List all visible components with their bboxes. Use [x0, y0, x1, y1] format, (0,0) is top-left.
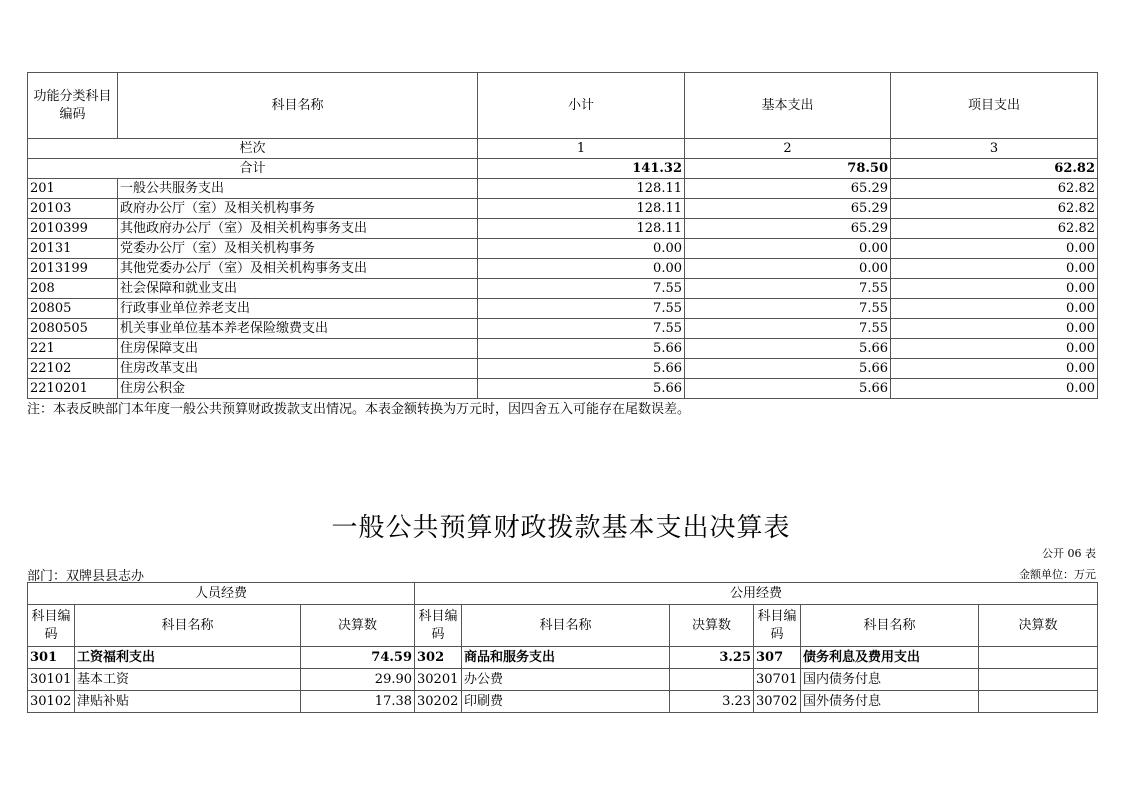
- row-g2-amount: [979, 647, 1098, 669]
- header-subtotal: 小计: [478, 73, 685, 139]
- row-subtotal: 128.11: [478, 219, 685, 239]
- row-p-name: 津贴补贴: [75, 691, 301, 713]
- table1-body: [28, 179, 1098, 399]
- row-p-amount: 29.90: [301, 669, 415, 691]
- row-project: 0.00: [891, 299, 1098, 319]
- amount-unit-label: 金额单位：万元: [1019, 568, 1096, 581]
- row-basic: 65.29: [685, 219, 891, 239]
- row-project: 0.00: [891, 279, 1098, 299]
- total-label: 合计: [28, 159, 478, 179]
- row-basic: 7.55: [685, 319, 891, 339]
- header-g1-code: 科目编码: [415, 605, 462, 647]
- row-g2-name: 债务利息及费用支出: [801, 647, 979, 669]
- row-g1-amount: 3.23: [670, 691, 754, 713]
- row-basic: 7.55: [685, 299, 891, 319]
- header-g2-name: 科目名称: [801, 605, 979, 647]
- row-basic: 5.66: [685, 339, 891, 359]
- header-g2-code: 科目编码: [754, 605, 801, 647]
- row-code: 20805: [28, 299, 118, 319]
- row-code: 2010399: [28, 219, 118, 239]
- column-header-row: [28, 605, 1098, 647]
- row-subtotal: 7.55: [478, 299, 685, 319]
- column-number-label: 栏次: [28, 139, 478, 159]
- group-public: 公用经费: [415, 583, 1098, 605]
- table-row: [28, 359, 1098, 379]
- row-subtotal: 0.00: [478, 259, 685, 279]
- row-p-name: 基本工资: [75, 669, 301, 691]
- row-code: 2080505: [28, 319, 118, 339]
- row-p-code: 30101: [28, 669, 75, 691]
- row-g1-amount: 3.25: [670, 647, 754, 669]
- row-name: 社会保障和就业支出: [118, 279, 478, 299]
- row-g2-amount: [979, 669, 1098, 691]
- row-g1-name: 印刷费: [462, 691, 670, 713]
- header-g2-amount: 决算数: [979, 605, 1098, 647]
- row-project: 0.00: [891, 379, 1098, 399]
- table-row: [28, 319, 1098, 339]
- row-g2-name: 国内债务付息: [801, 669, 979, 691]
- row-g1-code: 30201: [415, 669, 462, 691]
- row-p-code: 30102: [28, 691, 75, 713]
- row-g2-code: 307: [754, 647, 801, 669]
- row-name: 其他政府办公厅（室）及相关机构事务支出: [118, 219, 478, 239]
- row-g1-name: 办公费: [462, 669, 670, 691]
- header-name: 科目名称: [118, 73, 478, 139]
- row-g1-code: 30202: [415, 691, 462, 713]
- row-g2-code: 30701: [754, 669, 801, 691]
- expenditure-by-function-table: [27, 72, 1098, 399]
- table-row: [28, 199, 1098, 219]
- row-project: 0.00: [891, 339, 1098, 359]
- row-subtotal: 5.66: [478, 339, 685, 359]
- row-name: 政府办公厅（室）及相关机构事务: [118, 199, 478, 219]
- row-subtotal: 7.55: [478, 279, 685, 299]
- row-code: 2210201: [28, 379, 118, 399]
- row-project: 62.82: [891, 179, 1098, 199]
- row-basic: 0.00: [685, 239, 891, 259]
- row-basic: 5.66: [685, 359, 891, 379]
- column-number-2: 2: [685, 139, 891, 159]
- row-name: 行政事业单位养老支出: [118, 299, 478, 319]
- row-name: 住房保障支出: [118, 339, 478, 359]
- row-code: 2013199: [28, 259, 118, 279]
- row-project: 0.00: [891, 359, 1098, 379]
- row-g1-amount: [670, 669, 754, 691]
- table1-note: 注：本表反映部门本年度一般公共预算财政拨款支出情况。本表金额转换为万元时，因四舍五入可能存在尾数误差。: [27, 402, 691, 417]
- group-header-row: [28, 583, 1098, 605]
- total-row: [28, 159, 1098, 179]
- header-code: 功能分类科目编码: [28, 73, 118, 139]
- row-code: 208: [28, 279, 118, 299]
- row-project: 0.00: [891, 239, 1098, 259]
- table-row: [28, 299, 1098, 319]
- header-p-code: 科目编码: [28, 605, 75, 647]
- row-g2-name: 国外债务付息: [801, 691, 979, 713]
- row-project: 62.82: [891, 199, 1098, 219]
- row-subtotal: 0.00: [478, 239, 685, 259]
- table-row: [28, 179, 1098, 199]
- row-name: 一般公共服务支出: [118, 179, 478, 199]
- row-code: 22102: [28, 359, 118, 379]
- header-g1-amount: 决算数: [670, 605, 754, 647]
- header-p-amount: 决算数: [301, 605, 415, 647]
- table1-header-row: [28, 73, 1098, 139]
- row-p-amount: 17.38: [301, 691, 415, 713]
- row-name: 其他党委办公厅（室）及相关机构事务支出: [118, 259, 478, 279]
- row-p-amount: 74.59: [301, 647, 415, 669]
- row-p-code: 301: [28, 647, 75, 669]
- row-basic: 65.29: [685, 179, 891, 199]
- table-row: [28, 647, 1098, 669]
- table-row: [28, 339, 1098, 359]
- row-name: 党委办公厅（室）及相关机构事务: [118, 239, 478, 259]
- row-code: 20103: [28, 199, 118, 219]
- row-basic: 7.55: [685, 279, 891, 299]
- row-subtotal: 5.66: [478, 359, 685, 379]
- row-basic: 5.66: [685, 379, 891, 399]
- row-project: 0.00: [891, 259, 1098, 279]
- row-basic: 0.00: [685, 259, 891, 279]
- row-project: 0.00: [891, 319, 1098, 339]
- table-row: [28, 219, 1098, 239]
- row-g2-amount: [979, 691, 1098, 713]
- column-number-1: 1: [478, 139, 685, 159]
- row-g1-name: 商品和服务支出: [462, 647, 670, 669]
- row-name: 机关事业单位基本养老保险缴费支出: [118, 319, 478, 339]
- group-personnel: 人员经费: [28, 583, 415, 605]
- table-code-label: 公开 06 表: [1042, 547, 1096, 560]
- page-title: 一般公共预算财政拨款基本支出决算表: [331, 513, 791, 543]
- department-label: 部门：双牌县县志办: [27, 569, 145, 584]
- total-basic: 78.50: [685, 159, 891, 179]
- total-subtotal: 141.32: [478, 159, 685, 179]
- row-code: 221: [28, 339, 118, 359]
- row-subtotal: 7.55: [478, 319, 685, 339]
- row-g1-code: 302: [415, 647, 462, 669]
- row-subtotal: 128.11: [478, 179, 685, 199]
- row-name: 住房改革支出: [118, 359, 478, 379]
- column-number-row: [28, 139, 1098, 159]
- row-subtotal: 128.11: [478, 199, 685, 219]
- table-row: [28, 239, 1098, 259]
- row-project: 62.82: [891, 219, 1098, 239]
- table-row: [28, 279, 1098, 299]
- total-project: 62.82: [891, 159, 1098, 179]
- header-basic: 基本支出: [685, 73, 891, 139]
- row-subtotal: 5.66: [478, 379, 685, 399]
- column-number-3: 3: [891, 139, 1098, 159]
- row-g2-code: 30702: [754, 691, 801, 713]
- row-code: 201: [28, 179, 118, 199]
- basic-expenditure-table: [27, 582, 1098, 713]
- row-basic: 65.29: [685, 199, 891, 219]
- table2-body: [28, 647, 1098, 713]
- table-row: [28, 379, 1098, 399]
- header-g1-name: 科目名称: [462, 605, 670, 647]
- table-row: [28, 669, 1098, 691]
- row-name: 住房公积金: [118, 379, 478, 399]
- table-row: [28, 691, 1098, 713]
- header-p-name: 科目名称: [75, 605, 301, 647]
- header-project: 项目支出: [891, 73, 1098, 139]
- table-row: [28, 259, 1098, 279]
- row-code: 20131: [28, 239, 118, 259]
- row-p-name: 工资福利支出: [75, 647, 301, 669]
